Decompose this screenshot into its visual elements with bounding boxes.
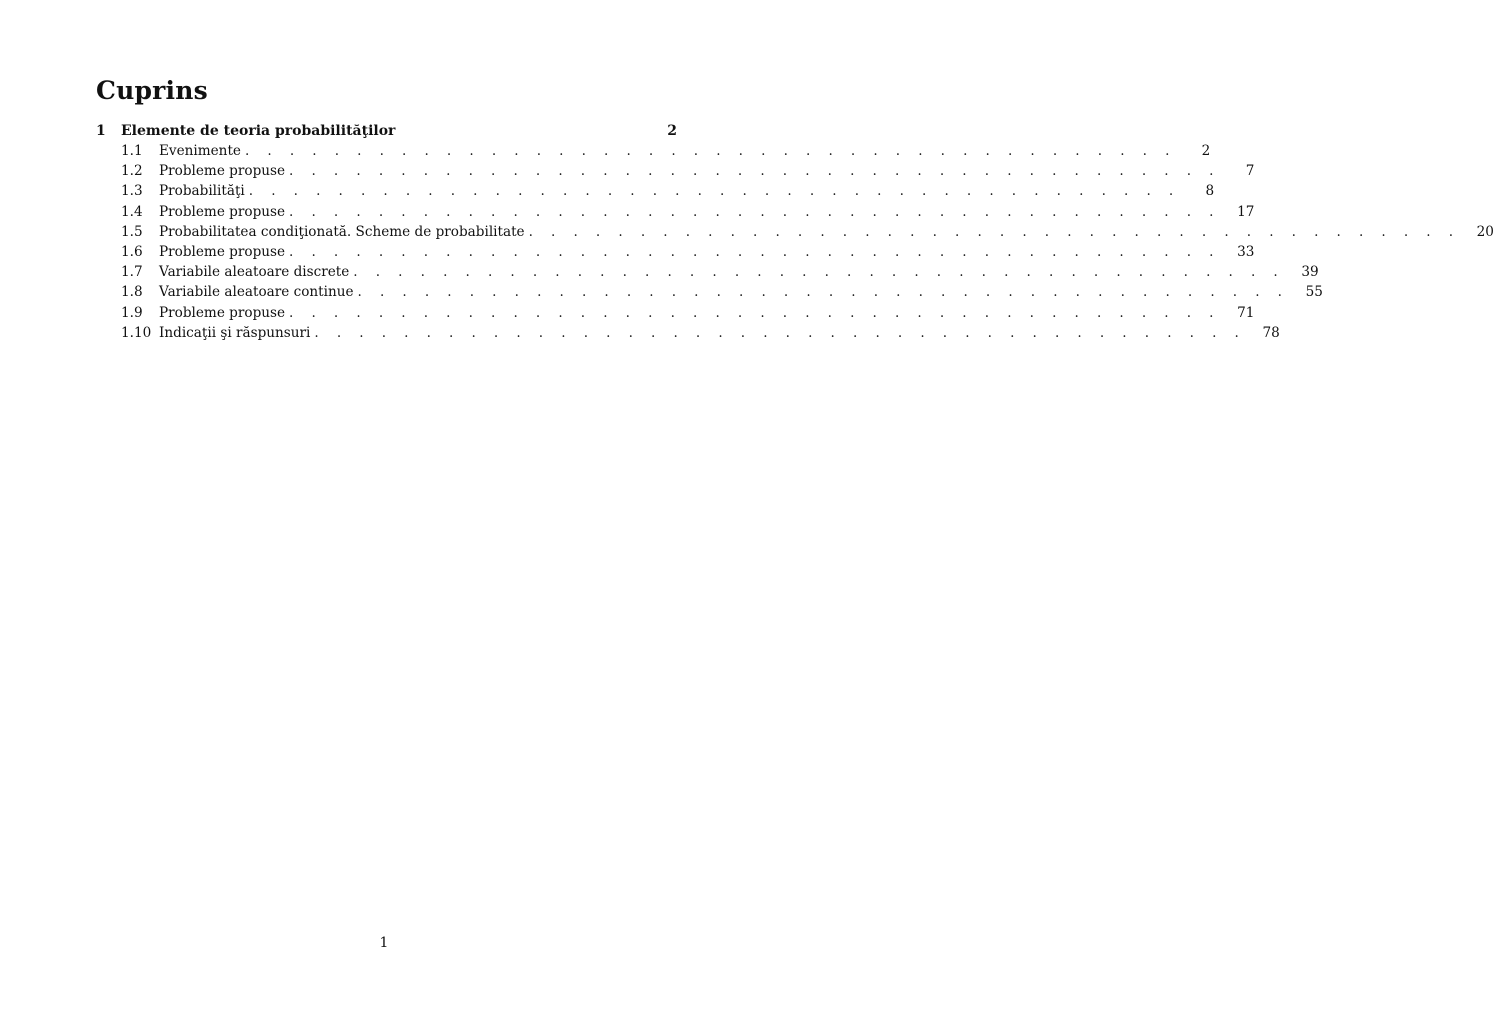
- page-number: 1: [379, 935, 389, 951]
- toc-section-1-3[interactable]: [96, 181, 1215, 201]
- section-number: 1.5: [121, 223, 143, 240]
- toc-section-1-9[interactable]: [96, 303, 1255, 323]
- toc-section-1-10[interactable]: [96, 323, 1280, 343]
- section-title: Variabile aleatoare discrete: [159, 264, 350, 281]
- section-page: 8: [1205, 183, 1215, 200]
- dot-leader: . . . . . . . . . . . . . . . . . . . . . . . . . . . . . . . . . . . . . . . . . .: [289, 203, 1221, 220]
- toc-section-1-8[interactable]: [96, 282, 1323, 302]
- toc-section-1-4[interactable]: [96, 202, 1255, 222]
- section-page: 2: [1201, 143, 1211, 159]
- section-title: Probleme propuse: [159, 243, 286, 260]
- section-title: Probleme propuse: [159, 304, 286, 321]
- section-number: 1.7: [121, 264, 143, 281]
- section-number: 1.8: [121, 284, 143, 301]
- section-title: Probabilităţi: [159, 183, 245, 200]
- chapter-number: 1: [96, 123, 106, 139]
- page-title: Cuprins: [96, 76, 208, 105]
- section-title: Indicaţii şi răspunsuri: [159, 324, 311, 341]
- toc-section-1-6[interactable]: [96, 242, 1255, 262]
- section-number: 1.9: [121, 304, 143, 321]
- section-page: 17: [1237, 203, 1255, 220]
- section-page: 71: [1237, 304, 1255, 321]
- chapter-title: Elemente de teoria probabilităţilor: [121, 123, 396, 139]
- section-page: 39: [1301, 264, 1319, 281]
- table-of-contents: [96, 121, 1494, 343]
- section-title: Evenimente: [159, 143, 241, 159]
- dot-leader: . . . . . . . . . . . . . . . . . . . . . . . . . . . . . . . . . . . . . . . . . .: [314, 324, 1246, 341]
- dot-leader: . . . . . . . . . . . . . . . . . . . . . . . . . . . . . . . . . . . . . . . . . .: [244, 143, 1177, 159]
- section-number: 1.10: [121, 324, 152, 341]
- toc-section-1-1[interactable]: [96, 141, 1211, 161]
- dot-leader: . . . . . . . . . . . . . . . . . . . . . . . . . . . . . . . . . . . . . . . . . .: [353, 264, 1285, 281]
- dot-leader: . . . . . . . . . . . . . . . . . . . . . . . . . . . . . . . . . . . . . . . . . .: [357, 284, 1289, 301]
- section-page: 20: [1476, 223, 1494, 240]
- dot-leader: . . . . . . . . . . . . . . . . . . . . . . . . . . . . . . . . . . . . . . . . . .: [248, 183, 1181, 200]
- section-number: 1.3: [121, 183, 143, 200]
- chapter-page: 2: [667, 123, 677, 139]
- dot-leader: . . . . . . . . . . . . . . . . . . . . . . . . . . . . . . . . . . . . . . . . . .: [528, 223, 1460, 240]
- dot-leader: . . . . . . . . . . . . . . . . . . . . . . . . . . . . . . . . . . . . . . . . . .: [289, 163, 1221, 180]
- toc-chapter-1[interactable]: [96, 121, 677, 141]
- section-number: 1.4: [121, 203, 143, 220]
- section-title: Variabile aleatoare continue: [159, 284, 354, 301]
- toc-section-1-2[interactable]: [96, 161, 1255, 181]
- section-title: Probleme propuse: [159, 203, 286, 220]
- section-page: 55: [1305, 284, 1323, 301]
- section-number: 1.6: [121, 243, 143, 260]
- section-title: Probabilitatea condiţionată. Scheme de probabilitate: [159, 223, 525, 240]
- section-page: 78: [1262, 324, 1280, 341]
- dot-leader: . . . . . . . . . . . . . . . . . . . . . . . . . . . . . . . . . . . . . . . . . .: [289, 304, 1221, 321]
- section-number: 1.1: [121, 143, 143, 159]
- dot-leader: . . . . . . . . . . . . . . . . . . . . . . . . . . . . . . . . . . . . . . . . . .: [289, 243, 1221, 260]
- toc-section-1-7[interactable]: [96, 262, 1319, 282]
- section-title: Probleme propuse: [159, 163, 286, 180]
- toc-section-1-5[interactable]: [96, 222, 1494, 242]
- section-number: 1.2: [121, 163, 143, 180]
- section-page: 7: [1245, 163, 1255, 180]
- section-page: 33: [1237, 243, 1255, 260]
